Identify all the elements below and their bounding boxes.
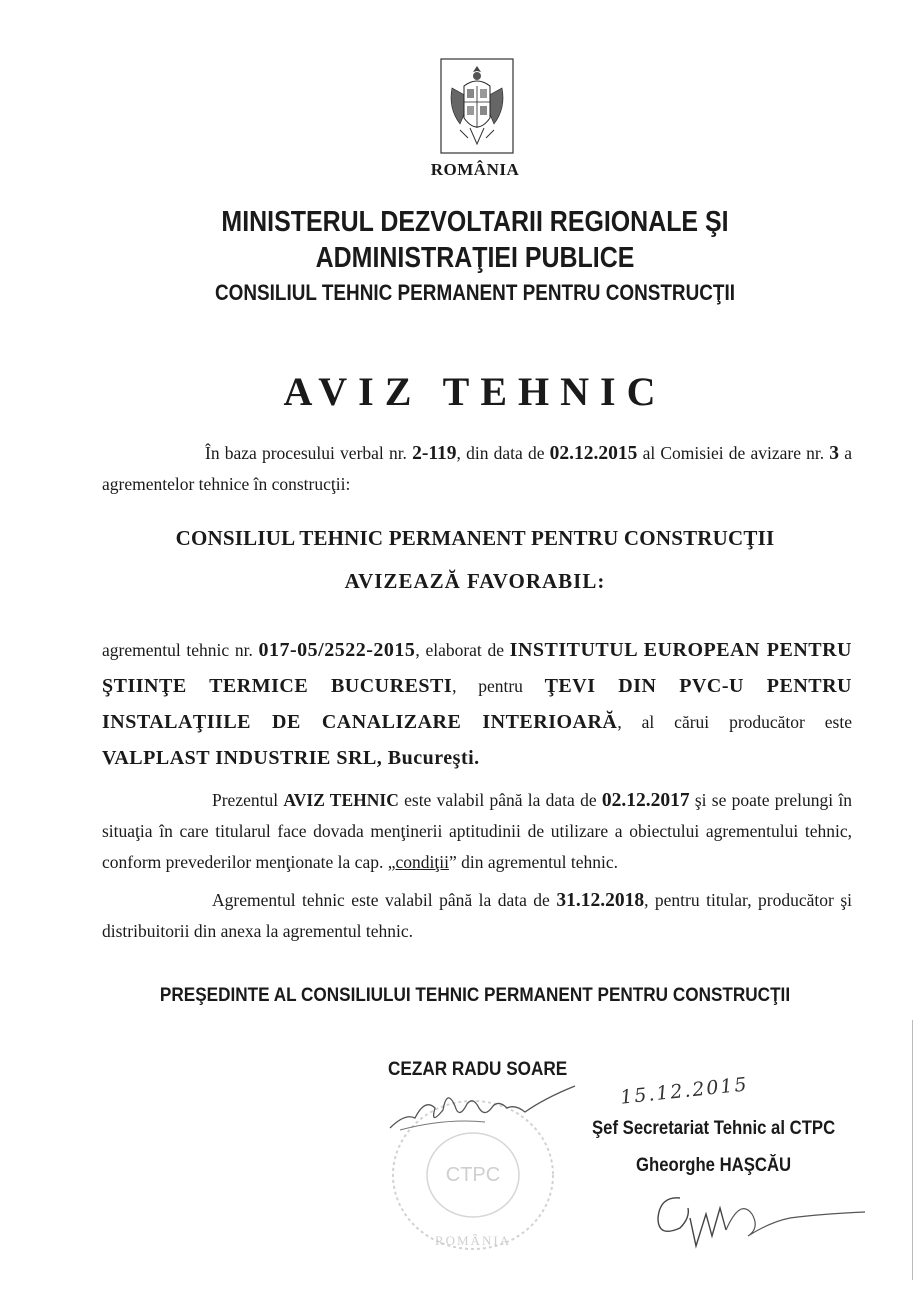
coat-of-arms-icon — [440, 58, 514, 154]
decision-heading: CONSILIUL TEHNIC PERMANENT PENTRU CONSTRUCŢII — [175, 526, 775, 550]
president-signature — [375, 1078, 595, 1138]
product-name: ŢEVI DIN PVC-U PENTRU INSTALAŢIILE DE CANALIZARE INTERIOARĂ — [102, 675, 852, 733]
secretary-title: Şef Secretariat Tehnic al CTPC — [592, 1118, 836, 1139]
intro-paragraph: În baza procesului verbal nr. 2-119, din data de 02.12.2015 al Comisiei de avizare nr. 3 a agrementelor tehnice în construcţii: — [102, 443, 852, 494]
elaborator-name: INSTITUTUL EUROPEAN PENTRU ŞTIINŢE TERMICE BUCURESTI — [102, 639, 853, 697]
commission-number: 3 — [829, 443, 840, 464]
country-name: ROMÂNIA — [430, 160, 520, 179]
aviz-label: AVIZ TEHNIC — [283, 790, 399, 810]
secretary-signature — [640, 1178, 870, 1258]
stamp-bottom-text: ROMÂNIA — [434, 1233, 512, 1248]
document-title: AVIZ TEHNIC — [283, 369, 667, 414]
pv-number: 2-119 — [412, 443, 457, 464]
president-name: CEZAR RADU SOARE — [388, 1058, 568, 1080]
handwritten-date: 15.12.2015 — [619, 1073, 750, 1109]
ministry-name-line1: MINISTERUL DEZVOLTARII REGIONALE ŞI — [221, 206, 729, 238]
producer-name: VALPLAST INDUSTRIE SRL, Bucureşti. — [102, 747, 480, 769]
stamp-text: CTPC — [445, 1164, 501, 1186]
agrement-validity-paragraph: Agrementul tehnic este valabil până la data de 31.12.2018, pentru titular, producător şi distribuitorii din anexa la agrementul tehnic. — [102, 890, 852, 941]
secretary-name: Gheorghe HAŞCĂU — [636, 1155, 792, 1176]
agrement-paragraph: agrementul tehnic nr. 017-05/2522-2015, elaborat de INSTITUTUL EUROPEAN PENTRU ŞTIINŢE TERMICE BUCURESTI, pentru ŢEVI DIN PVC-U PENTRU INSTALAŢIILE DE CANALIZARE INTERIOARĂ, al cărui producător este VALPLAST INDUSTRIE SRL, Bucureşti. — [102, 639, 853, 769]
scan-edge-line — [912, 1020, 913, 1280]
pv-date: 02.12.2015 — [549, 443, 638, 464]
decision-verdict: AVIZEAZĂ FAVORABIL: — [344, 569, 606, 593]
agrement-valid-until: 31.12.2018 — [556, 890, 645, 911]
president-title: PREŞEDINTE AL CONSILIULUI TEHNIC PERMANENT PENTRU CONSTRUCŢII — [159, 984, 791, 1006]
validity-paragraph: Prezentul AVIZ TEHNIC este valabil până la data de 02.12.2017 şi se poate prelungi în situaţia în care titularul face dovada menţinerii aptitudinii de utilizare a obiectului agrementului tehnic, conform prevederilor menţionate la cap. „condiţii” din agrementul tehnic. — [102, 790, 853, 872]
council-name: CONSILIUL TEHNIC PERMANENT PENTRU CONSTRUCŢII — [215, 280, 735, 305]
agrement-number: 017-05/2522-2015 — [258, 639, 416, 661]
conditions-chapter: condiţii — [395, 852, 449, 872]
aviz-valid-until: 02.12.2017 — [601, 790, 690, 811]
ministry-name-line2: ADMINISTRAŢIEI PUBLICE — [315, 242, 635, 274]
